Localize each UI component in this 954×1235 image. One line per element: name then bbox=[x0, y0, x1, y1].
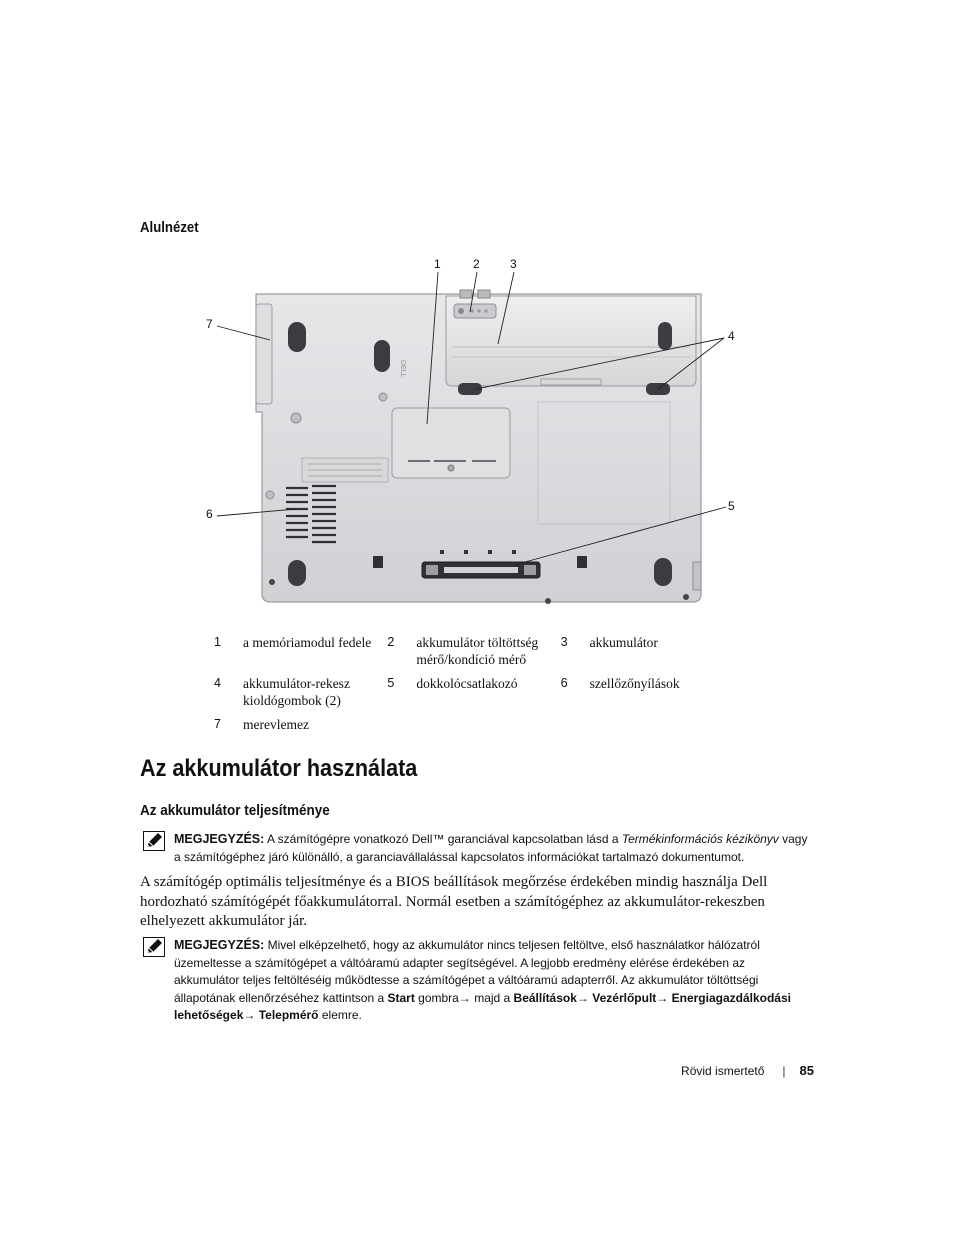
battery-latch-left bbox=[458, 383, 482, 395]
legend-row bbox=[214, 634, 734, 668]
menu-start: Start bbox=[387, 990, 415, 1005]
legend-text: akkumulátor-rekesz kioldógombok (2) bbox=[243, 676, 350, 708]
note-label: MEGJEGYZÉS: bbox=[174, 938, 265, 952]
legend-item bbox=[387, 634, 560, 668]
note-text: elemre. bbox=[318, 1008, 362, 1022]
callout-3: 3 bbox=[510, 257, 517, 271]
legend-item bbox=[387, 675, 560, 709]
callout-5: 5 bbox=[728, 499, 735, 513]
note-text: Mivel elképzelhető, hogy az akkumulátor nincs teljesen feltöltve, első használatkor hálózatról üzemeltesse a számítógépet a váltóáramú adapter segítségével. A legjobb eredmény elérése érdekében az akkumulátor teljes feltöltéséig működtesse a számítógépet a váltóáramú adapterről. Az akkumulátor töltöttségi állapotának ellenőrzéséhez kattintson a bbox=[174, 938, 760, 1005]
legend-number: 6 bbox=[560, 676, 568, 690]
legend-text: szellőzőnyílások bbox=[589, 676, 680, 691]
menu-power-meter: Telepmérő bbox=[255, 1008, 319, 1022]
legend-item bbox=[214, 716, 395, 733]
arrow-icon: → bbox=[458, 990, 471, 1005]
menu-settings: Beállítások bbox=[513, 990, 577, 1005]
legend-text: akkumulátor bbox=[589, 635, 658, 650]
note-text: vagy a számítógéphez járó különálló, a garanciavállalással kapcsolatos információkat tartalmazó dokumentumot. bbox=[174, 832, 808, 864]
legend-number: 2 bbox=[387, 635, 395, 649]
menu-power-options: Energiagazdálkodási lehetőségek bbox=[174, 990, 791, 1022]
footer-section-title: Rövid ismertető bbox=[681, 1063, 765, 1078]
note-block bbox=[140, 937, 810, 1025]
callout-1: 1 bbox=[434, 257, 441, 271]
legend-number: 3 bbox=[560, 635, 568, 649]
legend-text: akkumulátor töltöttség mérő/kondíció mérő bbox=[416, 635, 539, 667]
page-number: 85 bbox=[799, 1063, 814, 1078]
note-block bbox=[140, 831, 810, 866]
note-text: A számítógépre vonatkozó Dell™ garanciával kapcsolatban lásd a bbox=[264, 832, 622, 846]
footer-separator: | bbox=[782, 1063, 786, 1078]
pencil-note-icon bbox=[143, 831, 165, 851]
legend-text: a memóriamodul fedele bbox=[243, 635, 372, 650]
page-footer bbox=[600, 1063, 814, 1078]
legend-row bbox=[214, 675, 734, 709]
legend-item bbox=[214, 675, 387, 709]
arrow-icon: → bbox=[576, 990, 589, 1005]
laptop-bottom-view-figure bbox=[196, 252, 756, 612]
legend-item bbox=[561, 675, 734, 709]
note-italic-title: Termékinformációs kézikönyv bbox=[621, 832, 779, 846]
callout-6: 6 bbox=[206, 507, 213, 521]
legend-number: 5 bbox=[387, 676, 395, 690]
legend-text: dokkolócsatlakozó bbox=[416, 676, 518, 691]
device-logo: DELL bbox=[399, 360, 406, 378]
note-text: gombra bbox=[414, 990, 459, 1005]
callout-7: 7 bbox=[206, 317, 213, 331]
legend-row bbox=[214, 716, 734, 733]
legend-item bbox=[561, 634, 734, 668]
legend-number: 1 bbox=[214, 635, 221, 649]
figure-heading: Alulnézet bbox=[140, 219, 199, 236]
pencil-note-icon bbox=[143, 937, 165, 957]
note-label: MEGJEGYZÉS: bbox=[174, 832, 265, 846]
legend-text: merevlemez bbox=[243, 717, 309, 732]
main-heading: Az akkumulátor használata bbox=[140, 755, 418, 782]
section-heading: Az akkumulátor teljesítménye bbox=[140, 802, 330, 819]
note-text: majd a bbox=[470, 990, 514, 1005]
menu-control-panel: Vezérlőpult bbox=[588, 990, 657, 1005]
callout-2: 2 bbox=[473, 257, 480, 271]
arrow-icon: → bbox=[656, 990, 669, 1005]
legend-number: 4 bbox=[214, 676, 221, 690]
body-paragraph: A számítógép optimális teljesítménye és a BIOS beállítások megőrzése érdekében mindig használja Dell hordozható számítógépét főakkumulátorral. Normál esetben a számítógéphez az akkumulátor-rekeszben elhelyezett akkumulátor jár. bbox=[140, 874, 768, 929]
hard-drive-cover bbox=[256, 304, 272, 404]
callout-4: 4 bbox=[728, 329, 735, 343]
arrow-icon: → bbox=[243, 1008, 256, 1022]
legend-item bbox=[214, 634, 387, 668]
figure-legend bbox=[214, 634, 734, 740]
legend-number: 7 bbox=[214, 717, 221, 731]
